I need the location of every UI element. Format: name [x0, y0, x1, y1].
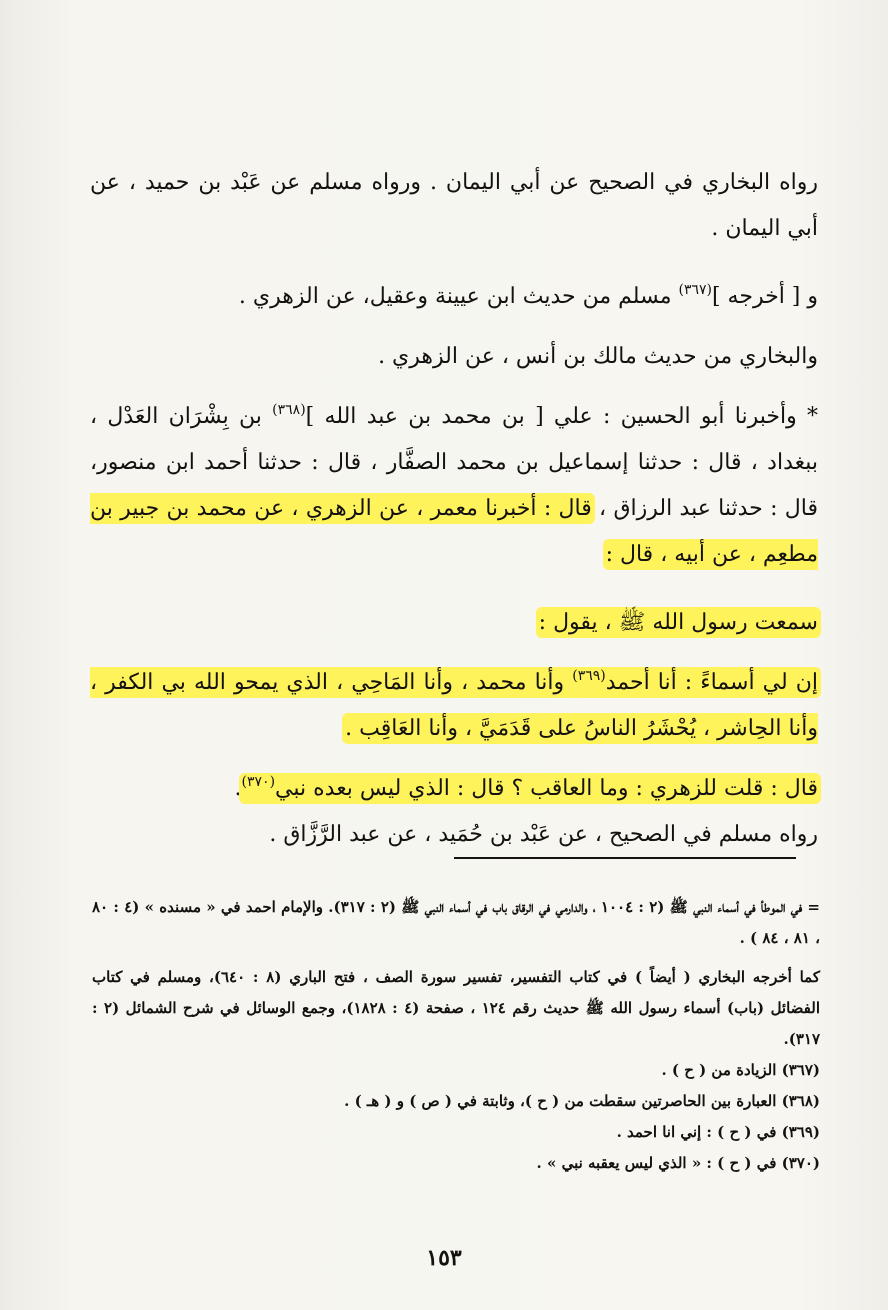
paragraph-1: [90, 160, 818, 252]
footnote-369: (٣٦٩) في ( ح ) : إني انا احمد .: [616, 1123, 820, 1141]
paragraph-7: [90, 766, 818, 812]
footnote-divider: [454, 857, 796, 859]
paragraph-3-text: والبخاري من حديث مالك بن أنس ، عن الزهري .: [378, 344, 818, 369]
footnote-continued: = في الموطأ في أسماء النبي ﷺ (٢ : ١٠٠٤ ، والدارمي في الرقاق باب في أسماء النبي ﷺ (٢ : ٣١٧). والإمام احمد في « مسنده » (٤ : ٨٠ ، ٨١ ، ٨٤ ) .: [92, 898, 820, 947]
paragraph-1-text: رواه البخاري في الصحيح عن أبي اليمان . ورواه مسلم عن عَبْد بن حميد ، عن أبي اليمان .: [90, 170, 818, 241]
paragraph-8: [90, 812, 818, 858]
footnote-370: (٣٧٠) في ( ح ) : « الذي ليس يعقبه نبي » .: [536, 1154, 820, 1172]
paragraph-6-text-b: وأنا محمد ، وأنا المَاحِي ، الذي يمحو الله بي الكفر ، وأنا الحِاشر ، يُحْشَرُ الناسُ على قَدَمَيَّ ، وأنا العَاقِب .: [90, 670, 818, 741]
main-text: [90, 160, 818, 858]
paragraph-8-text: رواه مسلم في الصحيح ، عن عَبْد بن حُمَيد ، عن عبد الرَّزَّاق .: [269, 822, 818, 847]
paragraph-4-text-b: بن بِشْرَان العَدْل ، ببغداد ، قال : حدثنا إسماعيل بن محمد الصفَّار ، قال : حدثنا أحمد ابن منصور، قال : حدثنا عبد الرزاق ،: [90, 404, 818, 521]
footnote-ref-368: (٣٦٨): [272, 402, 306, 418]
paragraph-5: [90, 600, 818, 646]
highlighted-zuhri-question: [242, 776, 818, 801]
paragraph-2-text-a: و [ أخرجه ]: [711, 284, 818, 309]
footnote-ref-370: (٣٧٠): [241, 774, 276, 790]
footnote-ref-367: (٣٦٧): [678, 282, 712, 298]
highlighted-hadith-text: [90, 670, 818, 741]
page-number: ١٥٣: [426, 1245, 462, 1271]
highlighted-isnad: قال : أخبرنا معمر ، عن الزهري ، عن محمد بن جبير بن مطعِم ، عن أبيه ، قال :: [90, 496, 818, 567]
paragraph-7-text-b: .: [234, 776, 242, 801]
highlighted-sami-tu: سمعت رسول الله ﷺ ، يقول :: [538, 610, 818, 635]
paragraph-4: [90, 394, 818, 578]
footnotes: [92, 892, 820, 1179]
paragraph-7-text-a: قال : قلت للزهري : وما العاقب ؟ قال : الذي ليس بعده نبي: [275, 776, 818, 801]
footnote-367: (٣٦٧) الزيادة من ( ح ) .: [661, 1061, 820, 1079]
paragraph-6-text-a: إن لي أسماءً : أنا أحمد: [605, 670, 818, 695]
paragraph-6: [90, 660, 818, 752]
paragraph-2: [90, 274, 818, 320]
footnote-ref-369: (٣٦٩): [572, 668, 606, 684]
paragraph-2-text-b: مسلم من حديث ابن عيينة وعقيل، عن الزهري .: [238, 284, 679, 309]
footnote-continued-2: كما أخرجه البخاري ( أيضاً ) في كتاب التفسير، تفسير سورة الصف ، فتح الباري (٨ : ٦٤٠)، ومسلم في كتاب الفضائل (باب) أسماء رسول الله ﷺ حديث رقم ١٢٤ ، صفحة (٤ : ١٨٢٨)، وجمع الوسائل في شرح الشمائل (٢ : ٣١٧).: [92, 968, 821, 1048]
paragraph-3: [90, 334, 818, 380]
footnote-368: (٣٦٨) العبارة بين الحاصرتين سقطت من ( ح )، وثابتة في ( ص ) و ( هـ ) .: [344, 1092, 820, 1110]
paragraph-4-text-a: * وأخبرنا أبو الحسين : علي [ بن محمد بن عبد الله ]: [305, 404, 818, 429]
